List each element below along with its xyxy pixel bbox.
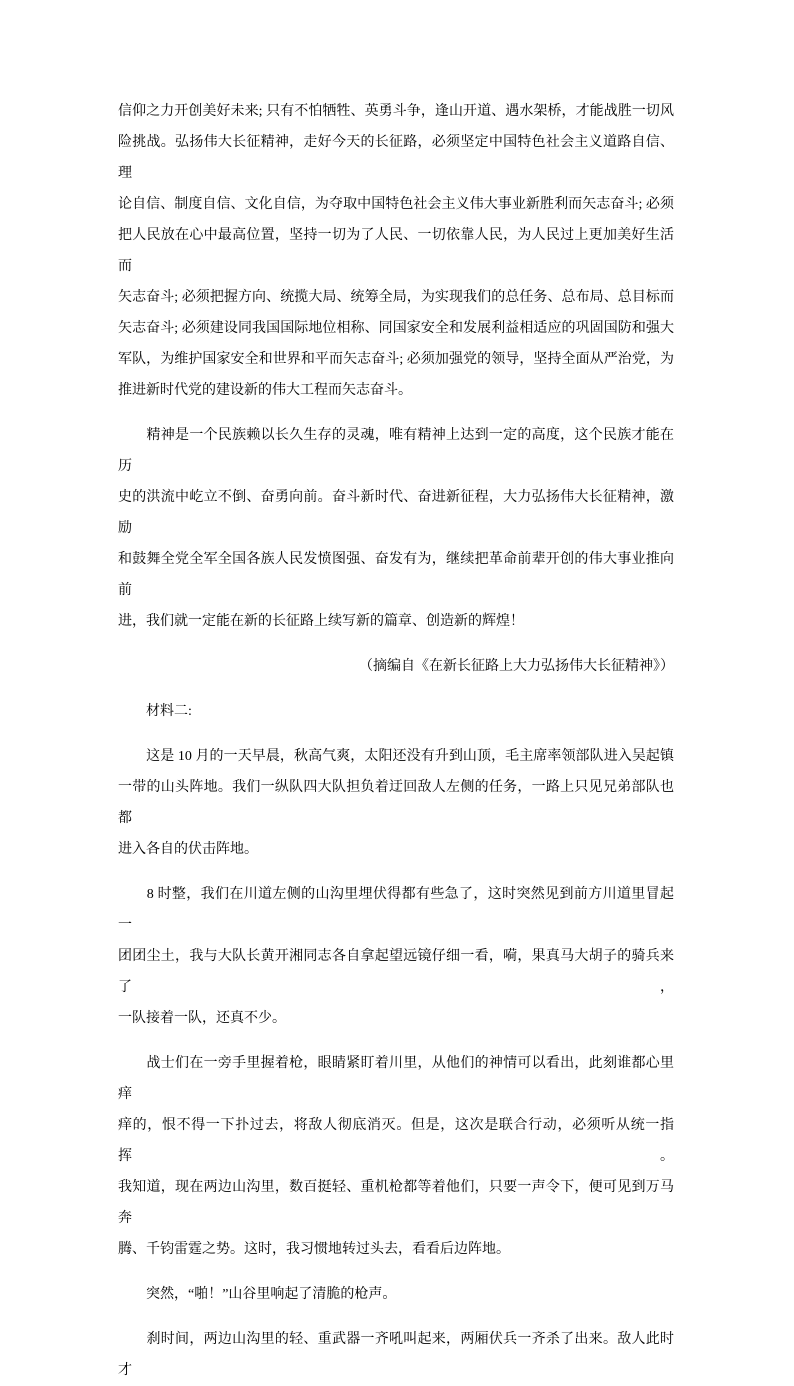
document-text-body <box>118 96 674 1386</box>
paragraph-body <box>118 879 674 1034</box>
text-line: 险挑战。弘扬伟大长征精神，走好今天的长征路，必须坚定中国特色社会主义道路自信、理 <box>118 135 674 181</box>
paragraph-section-label <box>118 696 674 727</box>
paragraph-body <box>118 420 674 637</box>
text-line: 一带的山头阵地。我们一纵队四大队担负着迂回敌人左侧的任务，一路上只见兄弟部队也都 <box>118 780 674 826</box>
text-line: 和鼓舞全党全军全国各族人民发愤图强、奋发有为，继续把革命前辈开创的伟大事业推向前 <box>118 552 674 598</box>
paragraph-body <box>118 741 674 865</box>
text-line: 军队，为维护国家安全和世界和平而矢志奋斗; 必须加强党的领导，坚持全面从严治党，为 <box>118 352 674 367</box>
text-line: 进，我们就一定能在新的长征路上续写新的篇章、创造新的辉煌！ <box>118 614 524 629</box>
text-line: 论自信、制度自信、文化自信，为夺取中国特色社会主义伟大事业新胜利而矢志奋斗; 必须 <box>118 197 674 212</box>
paragraph-body-continuation <box>118 96 674 406</box>
text-line: 精神是一个民族赖以长久生存的灵魂，唯有精神上达到一定的高度，这个民族才能在历 <box>118 428 674 474</box>
paragraph-body-continues-next-page <box>118 1324 674 1386</box>
paragraph-body <box>118 1048 674 1265</box>
text-line: 矢志奋斗; 必须把握方向、统揽大局、统筹全局，为实现我们的总任务、总布局、总目标而 <box>118 290 674 305</box>
text-line: 突然，“啪！”山谷里响起了清脆的枪声。 <box>118 1287 397 1302</box>
text-line: 一队接着一队，还真不少。 <box>118 1011 286 1026</box>
text-line: 矢志奋斗; 必须建设同我国国际地位相称、同国家安全和发展利益相适应的巩固国防和强大 <box>118 321 674 336</box>
text-line: 团团尘土，我与大队长黄开湘同志各自拿起望远镜仔细一看，嗬，果真马大胡子的骑兵来了， <box>118 949 674 995</box>
text-line: 8 时整，我们在川道左侧的山沟里埋伏得都有些急了，这时突然见到前方川道里冒起一 <box>118 887 674 933</box>
text-line: 信仰之力开创美好未来; 只有不怕牺牲、英勇斗争，逢山开道、遇水架桥，才能战胜一切风 <box>118 104 674 119</box>
text-line: 痒的，恨不得一下扑过去，将敌人彻底消灭。但是，这次是联合行动，必须听从统一指挥。 <box>118 1118 674 1164</box>
text-line: 史的洪流中屹立不倒、奋勇向前。奋斗新时代、奋进新征程，大力弘扬伟大长征精神，激励 <box>118 490 674 536</box>
paragraph-attribution <box>118 651 674 682</box>
text-line: 把人民放在心中最高位置，坚持一切为了人民、一切依靠人民，为人民过上更加美好生活而 <box>118 228 674 274</box>
text-line: （摘编自《在新长征路上大力弘扬伟大长征精神》） <box>359 659 674 674</box>
text-line: 材料二: <box>118 704 192 719</box>
paragraph-body <box>118 1279 674 1310</box>
text-line: 战士们在一旁手里握着枪，眼睛紧盯着川里，从他们的神情可以看出，此刻谁都心里痒 <box>118 1056 674 1102</box>
text-line: 进入各自的伏击阵地。 <box>118 842 258 857</box>
text-line: 这是 10 月的一天早晨，秋高气爽，太阳还没有升到山顶，毛主席率领部队进入吴起镇 <box>118 749 674 764</box>
text-line: 我知道，现在两边山沟里，数百挺轻、重机枪都等着他们，只要一声令下，便可见到万马奔 <box>118 1180 674 1226</box>
text-line: 推进新时代党的建设新的伟大工程而矢志奋斗。 <box>118 383 412 398</box>
text-line: 腾、千钧雷霆之势。这时，我习惯地转过头去，看看后边阵地。 <box>118 1242 510 1257</box>
text-line: 刹时间，两边山沟里的轻、重武器一齐吼叫起来，两厢伏兵一齐杀了出来。敌人此时才 <box>118 1332 674 1378</box>
